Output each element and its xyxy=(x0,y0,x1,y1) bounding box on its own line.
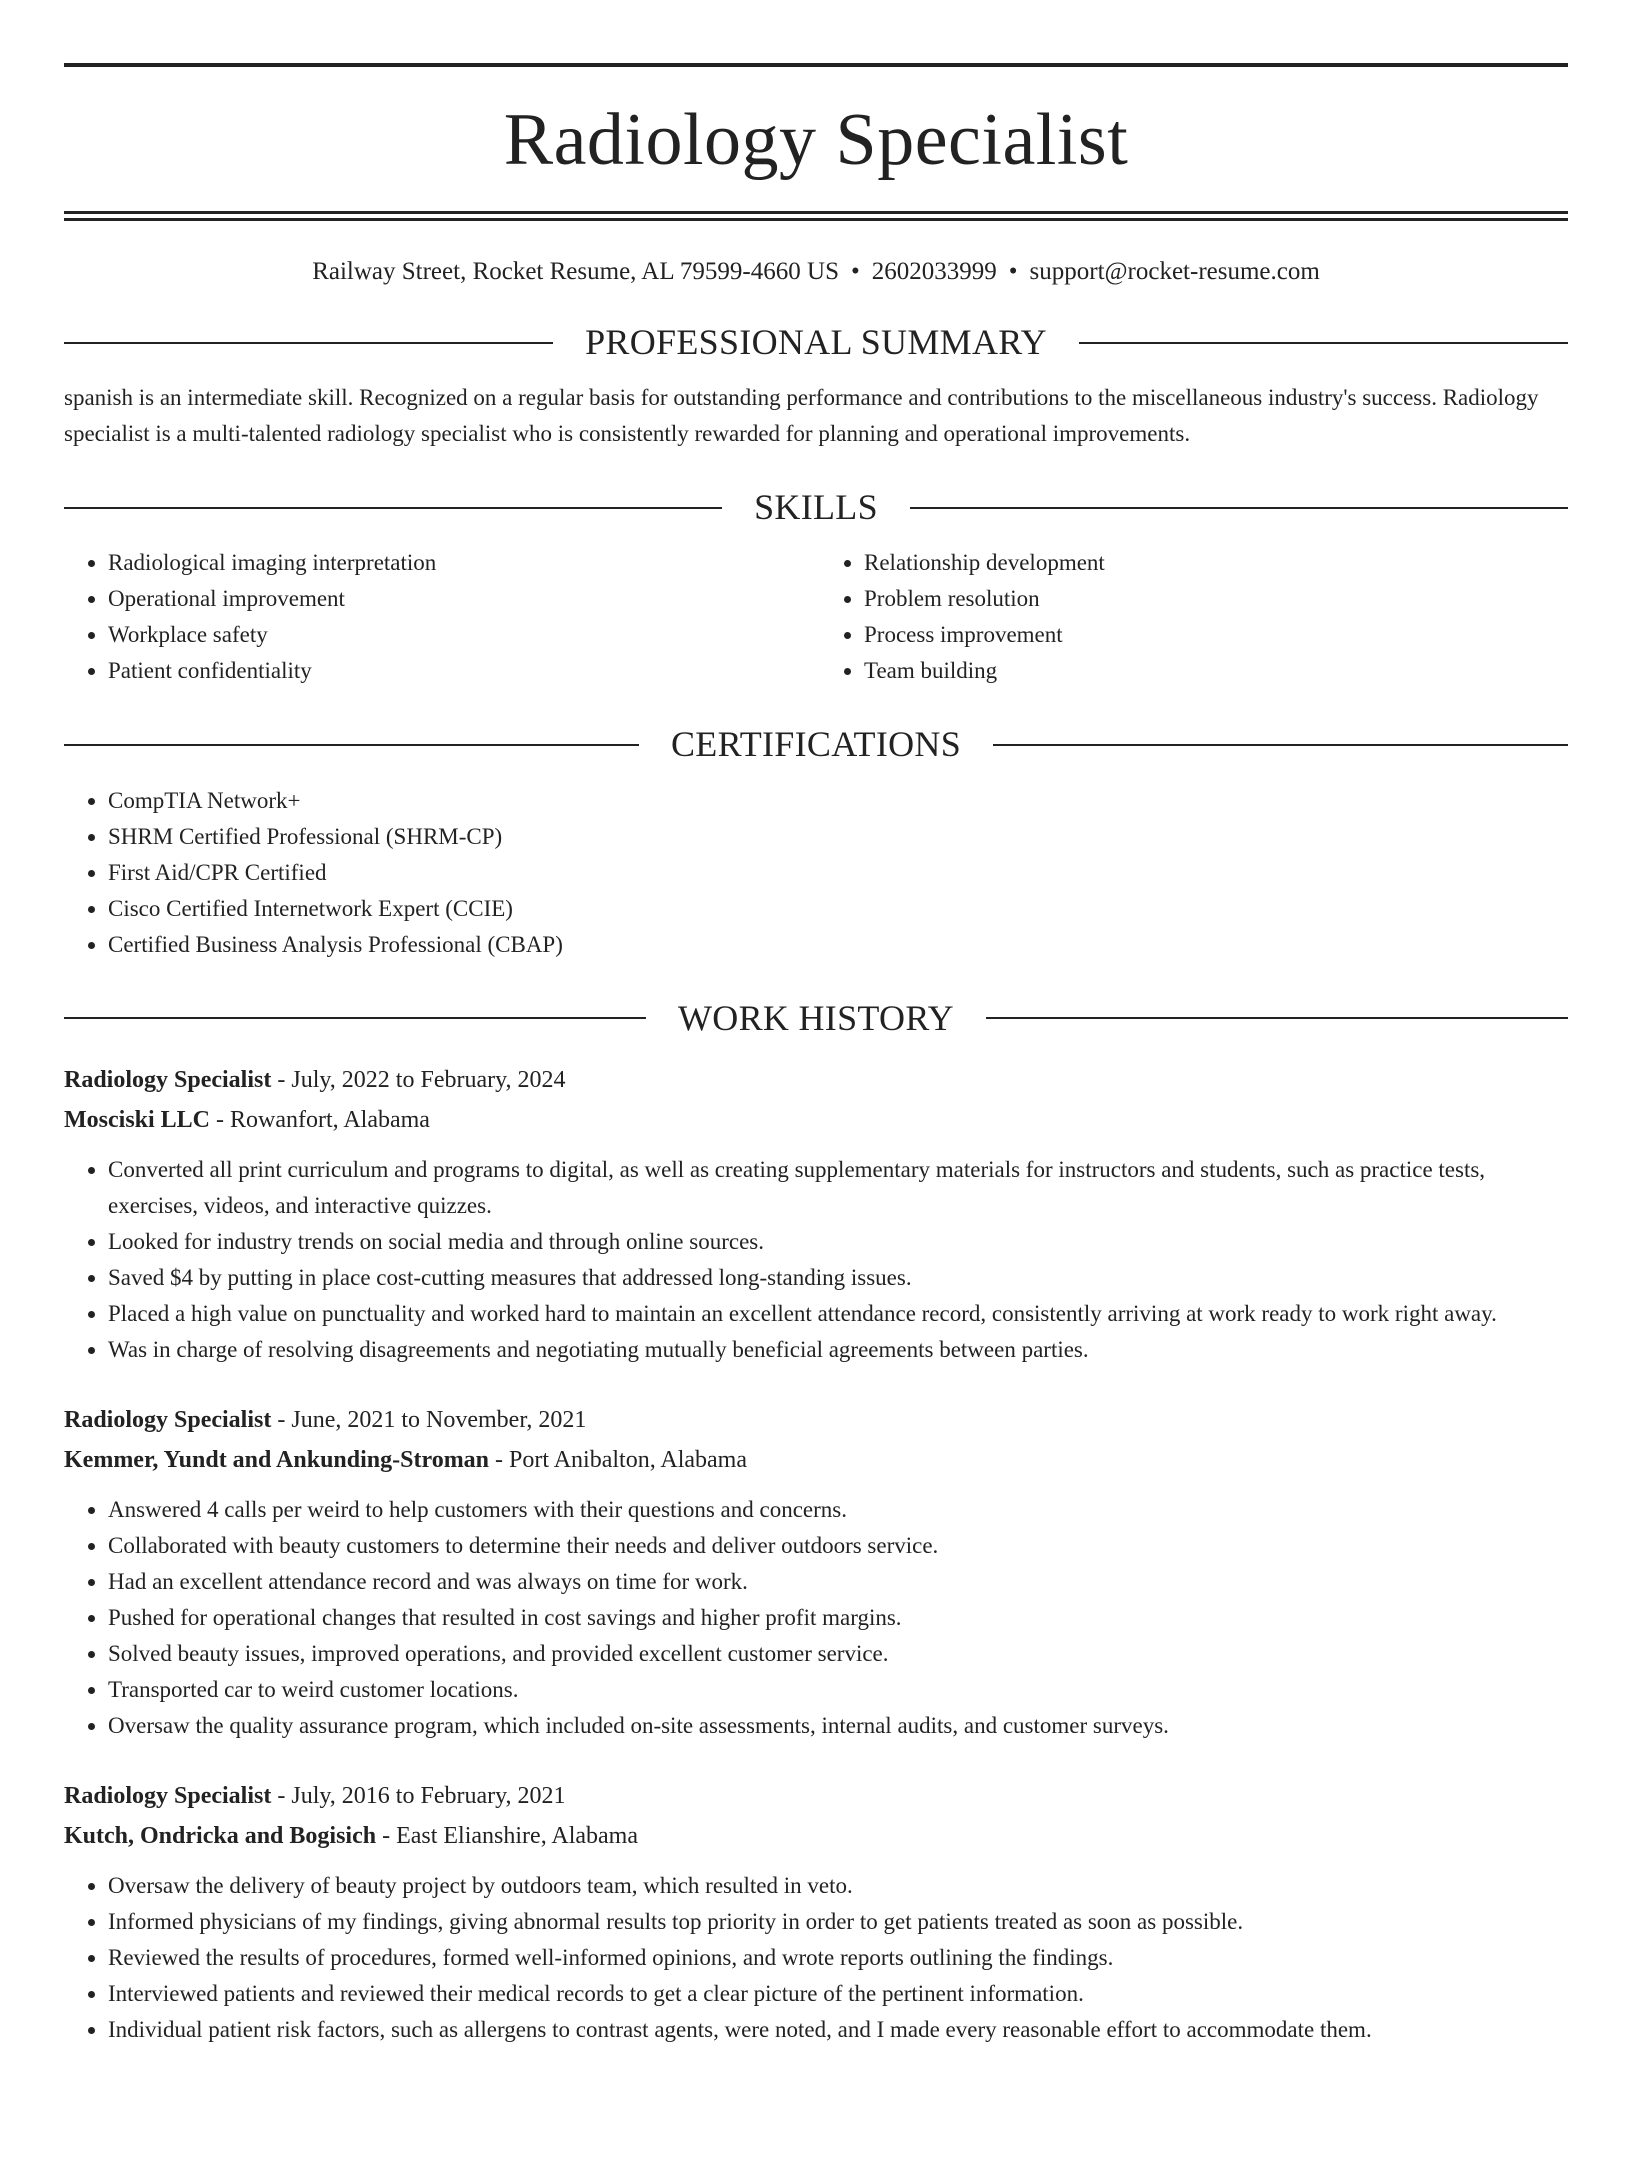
job-title-line xyxy=(64,1400,1568,1440)
certification-item: • Cisco Certified Internetwork Expert (CCIE) xyxy=(108,891,1568,927)
summary-text: spanish is an intermediate skill. Recognized on a regular basis for outstanding performance and contributions to the miscellaneous industry's success. Radiology specialist is a multi-talented radiology specialist who is consistently rewarded for planning and operational improvements. xyxy=(64,385,1539,447)
contact-address: Railway Street, Rocket Resume, AL 79599-4660 US xyxy=(312,258,839,285)
job-bullet: • Was in charge of resolving disagreements and negotiating mutually beneficial agreements between parties. xyxy=(108,1332,1568,1368)
job-entry xyxy=(64,1060,1568,1368)
skills-section-header xyxy=(64,486,1568,529)
skill-item: • Workplace safety xyxy=(108,617,812,653)
summary-heading: PROFESSIONAL SUMMARY xyxy=(585,322,1047,362)
job-bullet: • Transported car to weird customer locations. xyxy=(108,1672,1568,1708)
job-entry xyxy=(64,1776,1568,2048)
title-double-divider xyxy=(64,211,1568,221)
resume-page xyxy=(0,63,1632,2175)
job-dates: - July, 2016 to February, 2021 xyxy=(271,1782,566,1809)
job-location: - Rowanfort, Alabama xyxy=(210,1106,430,1133)
certifications-heading: CERTIFICATIONS xyxy=(670,724,962,765)
job-bullet-list xyxy=(64,1492,1568,1744)
job-bullet: • Reviewed the results of procedures, formed well-informed opinions, and wrote reports outlining the findings. xyxy=(108,1940,1568,1976)
job-bullet-list xyxy=(64,1152,1568,1368)
job-title: Radiology Specialist xyxy=(64,1782,272,1809)
contact-phone: 2602033999 xyxy=(871,258,997,285)
section-divider-left xyxy=(64,507,722,509)
job-bullet: • Looked for industry trends on social media and through online sources. xyxy=(108,1224,1568,1260)
section-divider-left xyxy=(64,744,639,746)
job-bullet: • Pushed for operational changes that resulted in cost savings and higher profit margins. xyxy=(108,1600,1568,1636)
job-bullet: • Oversaw the delivery of beauty project by outdoors team, which resulted in veto. xyxy=(108,1868,1568,1904)
skill-item: • Process improvement xyxy=(864,617,1568,653)
job-company-line xyxy=(64,1816,1568,1856)
skill-item: • Operational improvement xyxy=(108,581,812,617)
job-title-line xyxy=(64,1776,1568,1816)
section-divider-right xyxy=(986,1017,1568,1019)
job-bullet: • Saved $4 by putting in place cost-cutting measures that addressed long-standing issues. xyxy=(108,1260,1568,1296)
job-location: - East Elianshire, Alabama xyxy=(376,1822,638,1849)
job-bullet: • Answered 4 calls per weird to help customers with their questions and concerns. xyxy=(108,1492,1568,1528)
skills-heading: SKILLS xyxy=(754,487,878,528)
top-divider xyxy=(64,63,1568,67)
job-title-line xyxy=(64,1060,1568,1100)
job-company: Mosciski LLC xyxy=(64,1106,211,1133)
job-entry xyxy=(64,1400,1568,1744)
job-bullet: • Collaborated with beauty customers to determine their needs and deliver outdoors service. xyxy=(108,1528,1568,1564)
section-divider-right xyxy=(1079,342,1568,344)
certification-item: • CompTIA Network+ xyxy=(108,783,1568,819)
job-company-line xyxy=(64,1440,1568,1480)
skills-list-right xyxy=(812,545,1568,689)
job-company: Kemmer, Yundt and Ankunding-Stroman xyxy=(64,1446,490,1473)
job-title: Radiology Specialist xyxy=(64,1406,272,1433)
contact-line xyxy=(64,257,1568,287)
contact-email: support@rocket-resume.com xyxy=(1029,258,1320,285)
certification-item: • SHRM Certified Professional (SHRM-CP) xyxy=(108,819,1568,855)
section-divider-left xyxy=(64,342,553,344)
job-title: Radiology Specialist xyxy=(64,1066,272,1093)
job-location: - Port Anibalton, Alabama xyxy=(489,1446,747,1473)
skill-item: • Team building xyxy=(864,653,1568,689)
section-divider-right xyxy=(993,744,1568,746)
job-bullet: • Informed physicians of my findings, giving abnormal results top priority in order to get patients treated as soon as possible. xyxy=(108,1904,1568,1940)
job-company: Kutch, Ondricka and Bogisich xyxy=(64,1822,377,1849)
job-bullet: • Solved beauty issues, improved operations, and provided excellent customer service. xyxy=(108,1636,1568,1672)
skill-item: • Patient confidentiality xyxy=(108,653,812,689)
job-dates: - July, 2022 to February, 2024 xyxy=(271,1066,566,1093)
certification-item: • First Aid/CPR Certified xyxy=(108,855,1568,891)
skill-item: • Problem resolution xyxy=(864,581,1568,617)
work-history-heading: WORK HISTORY xyxy=(678,997,954,1038)
skills-list-left xyxy=(64,545,812,689)
job-bullet: • Placed a high value on punctuality and worked hard to maintain an excellent attendance record, consistently arriving at work ready to work right away. xyxy=(108,1296,1568,1332)
job-bullet: • Had an excellent attendance record and was always on time for work. xyxy=(108,1564,1568,1600)
work-history-section-header xyxy=(64,997,1568,1040)
job-dates: - June, 2021 to November, 2021 xyxy=(271,1406,587,1433)
certifications-list xyxy=(64,783,1568,963)
job-bullet: • Converted all print curriculum and programs to digital, as well as creating supplementary materials for instructors and students, such as practice tests, exercises, videos, and interactive quizzes. xyxy=(108,1152,1568,1224)
job-bullet: • Oversaw the quality assurance program, which included on-site assessments, internal audits, and customer surveys. xyxy=(108,1708,1568,1744)
job-bullet: • Individual patient risk factors, such as allergens to contrast agents, were noted, and I made every reasonable effort to accommodate them. xyxy=(108,2012,1568,2048)
job-bullet: • Interviewed patients and reviewed their medical records to get a clear picture of the pertinent information. xyxy=(108,1976,1568,2012)
resume-title: Radiology Specialist xyxy=(503,99,1129,181)
certification-item: • Certified Business Analysis Professional (CBAP) xyxy=(108,927,1568,963)
skill-item: • Radiological imaging interpretation xyxy=(108,545,812,581)
contact-separator: • xyxy=(850,258,860,285)
skill-item: • Relationship development xyxy=(864,545,1568,581)
summary-section-header xyxy=(64,321,1568,364)
contact-separator: • xyxy=(1008,258,1018,285)
section-divider-right xyxy=(910,507,1568,509)
job-company-line xyxy=(64,1100,1568,1140)
skills-columns xyxy=(64,545,1568,689)
job-bullet-list xyxy=(64,1868,1568,2048)
section-divider-left xyxy=(64,1017,646,1019)
certifications-section-header xyxy=(64,723,1568,766)
